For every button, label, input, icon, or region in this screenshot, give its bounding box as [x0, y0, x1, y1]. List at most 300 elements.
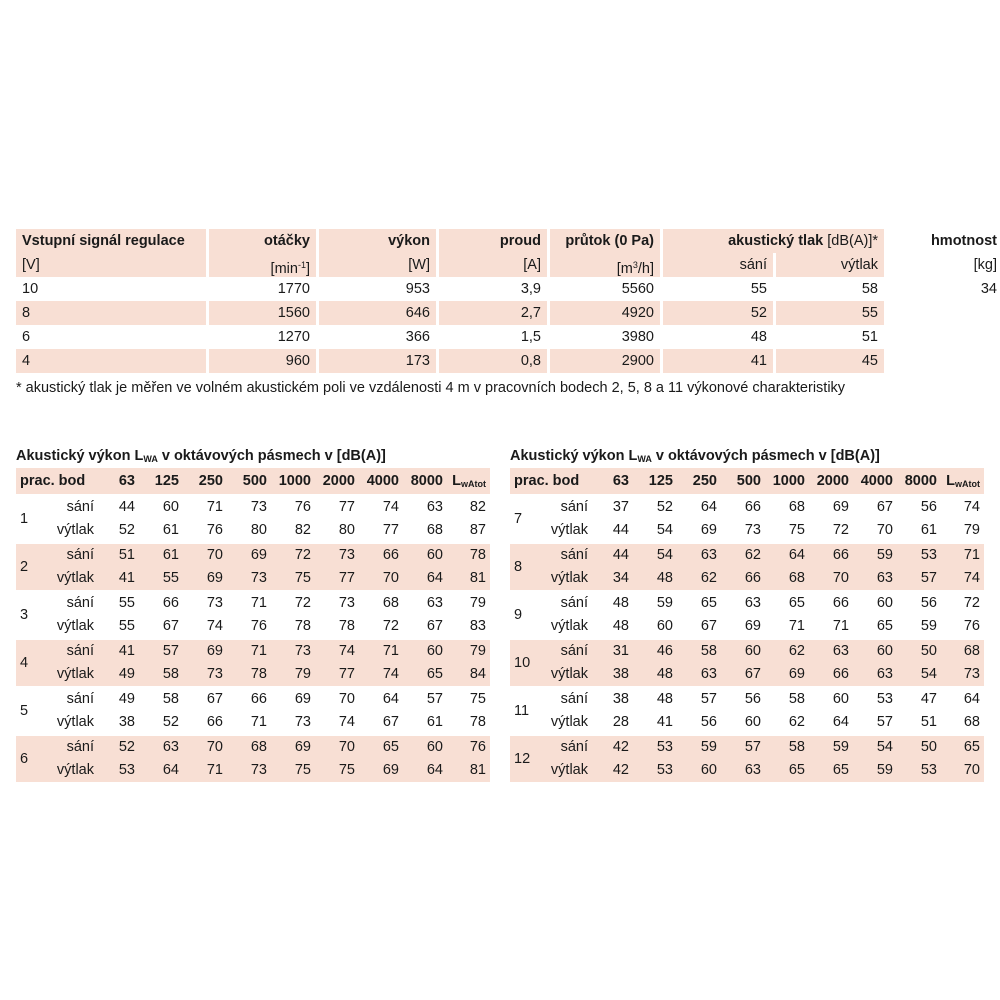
point-block: [16, 544, 490, 590]
point-block: [16, 640, 490, 686]
cell-value: 72: [382, 618, 399, 634]
cell-value: 41: [656, 714, 673, 730]
cell-value: 74: [382, 499, 399, 515]
cell-value: 70: [206, 739, 223, 755]
cell-total: 68: [963, 643, 980, 659]
row-label-outlet: výtlak: [550, 570, 588, 586]
row-label-outlet: výtlak: [56, 570, 94, 586]
cell-value: 53: [656, 762, 673, 778]
cell-value: 69: [832, 499, 849, 515]
cell-intake: 41: [663, 349, 773, 373]
cell-value: 68: [382, 595, 399, 611]
header-band-8000: 8000: [904, 473, 937, 489]
header-sound-pressure-unit: [dB(A)]*: [827, 233, 878, 249]
cell-value: 63: [876, 570, 893, 586]
point-block: [16, 736, 490, 782]
cell-total: 87: [469, 522, 486, 538]
cell-value: 73: [338, 547, 355, 563]
table-row-intake: [52, 592, 490, 615]
cell-total: 79: [469, 595, 486, 611]
row-label-intake: sání: [66, 547, 94, 563]
header-speed: otáčky: [209, 229, 316, 253]
header-power: výkon: [319, 229, 436, 253]
cell-value: 71: [250, 595, 267, 611]
cell-value: 61: [162, 522, 179, 538]
cell-value: 60: [876, 595, 893, 611]
cell-airflow: 5560: [621, 281, 654, 297]
cell-value: 80: [250, 522, 267, 538]
cell-value: 50: [920, 739, 937, 755]
cell-value: 57: [744, 739, 761, 755]
cell-value: 77: [382, 522, 399, 538]
cell-value: 74: [206, 618, 223, 634]
cell-value: 53: [920, 762, 937, 778]
cell-value: 48: [656, 570, 673, 586]
cell-value: 67: [382, 714, 399, 730]
cell-value: 65: [832, 762, 849, 778]
cell-value: 54: [656, 522, 673, 538]
unit-intake: sání: [663, 253, 773, 277]
cell-value: 60: [832, 691, 849, 707]
cell-value: 42: [612, 762, 629, 778]
cell-value: 71: [250, 643, 267, 659]
table-row-intake: [52, 688, 490, 711]
cell-total: 74: [963, 499, 980, 515]
cell-signal: 8: [16, 301, 206, 325]
table-row-outlet: [546, 663, 984, 686]
cell-value: 64: [832, 714, 849, 730]
cell-value: 60: [744, 714, 761, 730]
cell-value: 67: [426, 618, 443, 634]
cell-value: 48: [656, 666, 673, 682]
point-number: 2: [20, 559, 29, 575]
header-sound-pressure: [663, 229, 884, 253]
cell-value: 65: [876, 618, 893, 634]
header-band-2000: 2000: [322, 473, 355, 489]
cell-value: 67: [162, 618, 179, 634]
cell-value: 49: [118, 666, 135, 682]
cell-total: 70: [963, 762, 980, 778]
cell-value: 52: [118, 739, 135, 755]
header-sound-pressure-label: akustický tlak: [728, 233, 824, 249]
cell-value: 54: [876, 739, 893, 755]
table-row-intake: [546, 592, 984, 615]
header-band-63: 63: [612, 473, 629, 489]
point-rows: [546, 688, 984, 734]
table-row-intake: [546, 496, 984, 519]
cell-value: 73: [206, 666, 223, 682]
cell-value: 38: [612, 666, 629, 682]
cell-value: 64: [426, 570, 443, 586]
cell-value: 66: [162, 595, 179, 611]
cell-value: 73: [744, 522, 761, 538]
cell-total: 76: [963, 618, 980, 634]
cell-value: 41: [118, 643, 135, 659]
cell-value: 54: [656, 547, 673, 563]
unit-watt: [W]: [319, 253, 436, 277]
cell-value: 63: [744, 595, 761, 611]
cell-value: 79: [294, 666, 311, 682]
footnote: * akustický tlak je měřen ve volném akustickém poli ve vzdálenosti 4 m v pracovních bodech 2, 5, 8 a 11 výkonové charakteristiky: [16, 380, 846, 396]
cell-value: 59: [656, 595, 673, 611]
point-block: [510, 592, 984, 638]
cell-airflow: 4920: [550, 301, 660, 325]
cell-value: 73: [294, 714, 311, 730]
table-row-intake: [52, 736, 490, 759]
cell-value: 66: [382, 547, 399, 563]
cell-value: 63: [700, 547, 717, 563]
cell-value: 34: [612, 570, 629, 586]
cell-value: 68: [426, 522, 443, 538]
header-total: [450, 468, 490, 494]
cell-value: 71: [382, 643, 399, 659]
point-number: 4: [20, 655, 29, 671]
cell-value: 60: [876, 643, 893, 659]
cell-value: 53: [876, 691, 893, 707]
cell-value: 53: [920, 547, 937, 563]
cell-value: 78: [294, 618, 311, 634]
point-rows: [52, 688, 490, 734]
cell-value: 69: [700, 522, 717, 538]
cell-value: 60: [162, 499, 179, 515]
point-block: [16, 592, 490, 638]
table-row-intake: [546, 688, 984, 711]
cell-value: 77: [338, 666, 355, 682]
table-row: [16, 349, 1000, 373]
unit-flow: [550, 253, 660, 277]
cell-value: 59: [700, 739, 717, 755]
cell-value: 71: [250, 714, 267, 730]
header-band-4000: 4000: [366, 473, 399, 489]
header-total-subscript: wAtot: [955, 479, 980, 489]
header-row: [16, 468, 490, 494]
table-row-intake: [52, 544, 490, 567]
point-number: 7: [514, 511, 523, 527]
point-block: [510, 544, 984, 590]
cell-speed: 1770: [277, 281, 310, 297]
cell-value: 74: [382, 666, 399, 682]
unit-flow-text: [m: [616, 261, 633, 277]
cell-value: 72: [832, 522, 849, 538]
point-rows: [52, 736, 490, 782]
cell-value: 52: [656, 499, 673, 515]
cell-total: 78: [469, 547, 486, 563]
header-band-500: 500: [736, 473, 761, 489]
table-row-outlet: [546, 519, 984, 542]
cell-value: 75: [788, 522, 805, 538]
cell-value: 49: [118, 691, 135, 707]
cell-value: 76: [206, 522, 223, 538]
sound-power-table-left: [16, 445, 490, 782]
point-rows: [52, 496, 490, 542]
table-row-intake: [546, 544, 984, 567]
cell-value: 61: [920, 522, 937, 538]
cell-value: 77: [338, 570, 355, 586]
cell-value: 56: [920, 499, 937, 515]
cell-value: 69: [294, 739, 311, 755]
point-rows: [52, 592, 490, 638]
cell-value: 60: [656, 618, 673, 634]
cell-value: 64: [382, 691, 399, 707]
table-row-outlet: [52, 663, 490, 686]
table-row-outlet: [546, 711, 984, 734]
cell-total: 79: [469, 643, 486, 659]
point-number: 12: [514, 751, 531, 767]
cell-value: 57: [876, 714, 893, 730]
header-band-250: 250: [198, 473, 223, 489]
cell-value: 58: [788, 739, 805, 755]
row-label-intake: sání: [66, 499, 94, 515]
header-band-63: 63: [118, 473, 135, 489]
cell-value: 59: [832, 739, 849, 755]
cell-value: 56: [920, 595, 937, 611]
cell-value: 57: [920, 570, 937, 586]
cell-value: 67: [206, 691, 223, 707]
header-total-text: L: [452, 473, 461, 489]
row-label-intake: sání: [560, 595, 588, 611]
table-row-outlet: [546, 759, 984, 782]
cell-value: 28: [612, 714, 629, 730]
table-title-text: Akustický výkon L: [510, 448, 638, 464]
cell-value: 63: [876, 666, 893, 682]
point-rows: [546, 496, 984, 542]
header-band-4000: 4000: [860, 473, 893, 489]
unit-flow-exp: 3: [632, 260, 638, 270]
row-label-intake: sání: [560, 739, 588, 755]
row-label-outlet: výtlak: [550, 666, 588, 682]
cell-power: 953: [405, 281, 430, 297]
cell-value: 61: [162, 547, 179, 563]
cell-value: 75: [338, 762, 355, 778]
cell-value: 58: [700, 643, 717, 659]
cell-value: 48: [656, 691, 673, 707]
cell-value: 73: [206, 595, 223, 611]
cell-value: 58: [162, 691, 179, 707]
row-label-outlet: výtlak: [56, 618, 94, 634]
cell-current: 1,5: [520, 329, 541, 345]
table-title: [510, 445, 984, 467]
cell-value: 63: [426, 595, 443, 611]
cell-value: 60: [700, 762, 717, 778]
cell-value: 56: [744, 691, 761, 707]
cell-value: 57: [700, 691, 717, 707]
cell-value: 56: [700, 714, 717, 730]
cell-value: 60: [744, 643, 761, 659]
table-row-outlet: [52, 615, 490, 638]
cell-value: 57: [162, 643, 179, 659]
table-row-intake: [52, 496, 490, 519]
row-label-intake: sání: [66, 739, 94, 755]
cell-value: 72: [294, 547, 311, 563]
cell-value: 69: [744, 618, 761, 634]
row-label-intake: sání: [66, 691, 94, 707]
point-number: 10: [514, 655, 531, 671]
row-label-intake: sání: [560, 499, 588, 515]
row-label-outlet: výtlak: [550, 618, 588, 634]
cell-value: 70: [338, 691, 355, 707]
row-label-intake: sání: [66, 643, 94, 659]
point-number: 8: [514, 559, 523, 575]
cell-value: 66: [250, 691, 267, 707]
unit-volt: [V]: [16, 253, 206, 277]
cell-value: 61: [426, 714, 443, 730]
cell-value: 73: [250, 570, 267, 586]
cell-value: 55: [118, 618, 135, 634]
cell-total: 71: [963, 547, 980, 563]
cell-value: 63: [426, 499, 443, 515]
cell-total: 81: [469, 762, 486, 778]
cell-value: 63: [162, 739, 179, 755]
cell-total: 78: [469, 714, 486, 730]
cell-value: 70: [382, 570, 399, 586]
point-rows: [546, 640, 984, 686]
cell-value: 38: [612, 691, 629, 707]
cell-signal: 10: [22, 281, 39, 297]
header-control-signal: Vstupní signál regulace: [16, 229, 206, 253]
cell-value: 76: [294, 499, 311, 515]
cell-value: 38: [118, 714, 135, 730]
point-rows: [546, 544, 984, 590]
cell-total: 72: [963, 595, 980, 611]
table-title-subscript: WA: [637, 454, 652, 464]
table-title-rest: v oktávových pásmech v [dB(A)]: [651, 448, 880, 464]
row-label-outlet: výtlak: [550, 522, 588, 538]
cell-value: 68: [788, 499, 805, 515]
unit-rpm-text: [min: [270, 261, 298, 277]
row-label-outlet: výtlak: [56, 714, 94, 730]
cell-value: 74: [338, 714, 355, 730]
cell-total: 76: [469, 739, 486, 755]
cell-power: 366: [405, 329, 430, 345]
header-band-1000: 1000: [278, 473, 311, 489]
cell-value: 77: [338, 499, 355, 515]
cell-total: 81: [469, 570, 486, 586]
cell-value: 78: [250, 666, 267, 682]
cell-value: 65: [700, 595, 717, 611]
cell-value: 70: [876, 522, 893, 538]
cell-value: 60: [426, 739, 443, 755]
header-band-125: 125: [648, 473, 673, 489]
cell-value: 67: [700, 618, 717, 634]
cell-value: 66: [832, 547, 849, 563]
table-row-outlet: [546, 567, 984, 590]
cell-value: 31: [612, 643, 629, 659]
cell-value: 73: [294, 643, 311, 659]
table-row: [16, 277, 1000, 301]
table-title-text: Akustický výkon L: [16, 448, 144, 464]
point-block: [16, 688, 490, 734]
point-block: [510, 640, 984, 686]
cell-value: 44: [612, 547, 629, 563]
cell-value: 66: [744, 499, 761, 515]
cell-value: 73: [250, 762, 267, 778]
header-band-8000: 8000: [410, 473, 443, 489]
cell-value: 68: [788, 570, 805, 586]
cell-value: 78: [338, 618, 355, 634]
cell-value: 60: [426, 547, 443, 563]
point-rows: [546, 592, 984, 638]
unit-amp: [A]: [439, 253, 547, 277]
point-number: 6: [20, 751, 29, 767]
cell-total: 65: [963, 739, 980, 755]
point-rows: [546, 736, 984, 782]
cell-value: 62: [788, 714, 805, 730]
header-row: [510, 468, 984, 494]
cell-value: 69: [294, 691, 311, 707]
cell-value: 64: [162, 762, 179, 778]
cell-value: 50: [920, 643, 937, 659]
cell-value: 54: [920, 666, 937, 682]
cell-total: 73: [963, 666, 980, 682]
cell-value: 65: [426, 666, 443, 682]
cell-intake: 48: [750, 329, 767, 345]
row-label-intake: sání: [560, 691, 588, 707]
cell-speed: 1560: [209, 301, 316, 325]
cell-value: 48: [612, 595, 629, 611]
cell-value: 70: [206, 547, 223, 563]
cell-value: 67: [744, 666, 761, 682]
row-label-outlet: výtlak: [56, 522, 94, 538]
header-band-1000: 1000: [772, 473, 805, 489]
cell-value: 65: [788, 595, 805, 611]
table-title-rest: v oktávových pásmech v [dB(A)]: [157, 448, 386, 464]
header-current: proud: [439, 229, 547, 253]
cell-value: 66: [744, 570, 761, 586]
cell-value: 58: [788, 691, 805, 707]
cell-value: 63: [744, 762, 761, 778]
cell-value: 72: [294, 595, 311, 611]
cell-value: 75: [294, 570, 311, 586]
cell-value: 41: [118, 570, 135, 586]
cell-current: 2,7: [439, 301, 547, 325]
cell-value: 71: [206, 499, 223, 515]
header-point: prac. bod: [20, 473, 86, 489]
cell-value: 69: [382, 762, 399, 778]
cell-airflow: 2900: [550, 349, 660, 373]
row-label-outlet: výtlak: [550, 762, 588, 778]
header-total-text: L: [946, 473, 955, 489]
cell-current: 3,9: [520, 281, 541, 297]
table-row: [16, 325, 1000, 349]
cell-power: 173: [319, 349, 436, 373]
unit-flow-close: /h]: [637, 261, 654, 277]
table-row-intake: [52, 640, 490, 663]
point-block: [510, 736, 984, 782]
cell-intake: 52: [663, 301, 773, 325]
header-total-subscript: wAtot: [461, 479, 486, 489]
cell-value: 37: [612, 499, 629, 515]
point-number: 5: [20, 703, 29, 719]
header-airflow: průtok (0 Pa): [550, 229, 660, 253]
header-band-500: 500: [242, 473, 267, 489]
table-title: [16, 445, 490, 467]
cell-value: 71: [832, 618, 849, 634]
cell-value: 55: [118, 595, 135, 611]
cell-value: 64: [700, 499, 717, 515]
cell-value: 57: [426, 691, 443, 707]
cell-power: 646: [319, 301, 436, 325]
cell-value: 65: [788, 762, 805, 778]
cell-value: 46: [656, 643, 673, 659]
cell-value: 71: [206, 762, 223, 778]
cell-value: 52: [162, 714, 179, 730]
cell-value: 52: [118, 522, 135, 538]
cell-value: 64: [426, 762, 443, 778]
point-block: [16, 496, 490, 542]
cell-value: 70: [832, 570, 849, 586]
cell-total: 79: [963, 522, 980, 538]
header-point: prac. bod: [514, 473, 580, 489]
